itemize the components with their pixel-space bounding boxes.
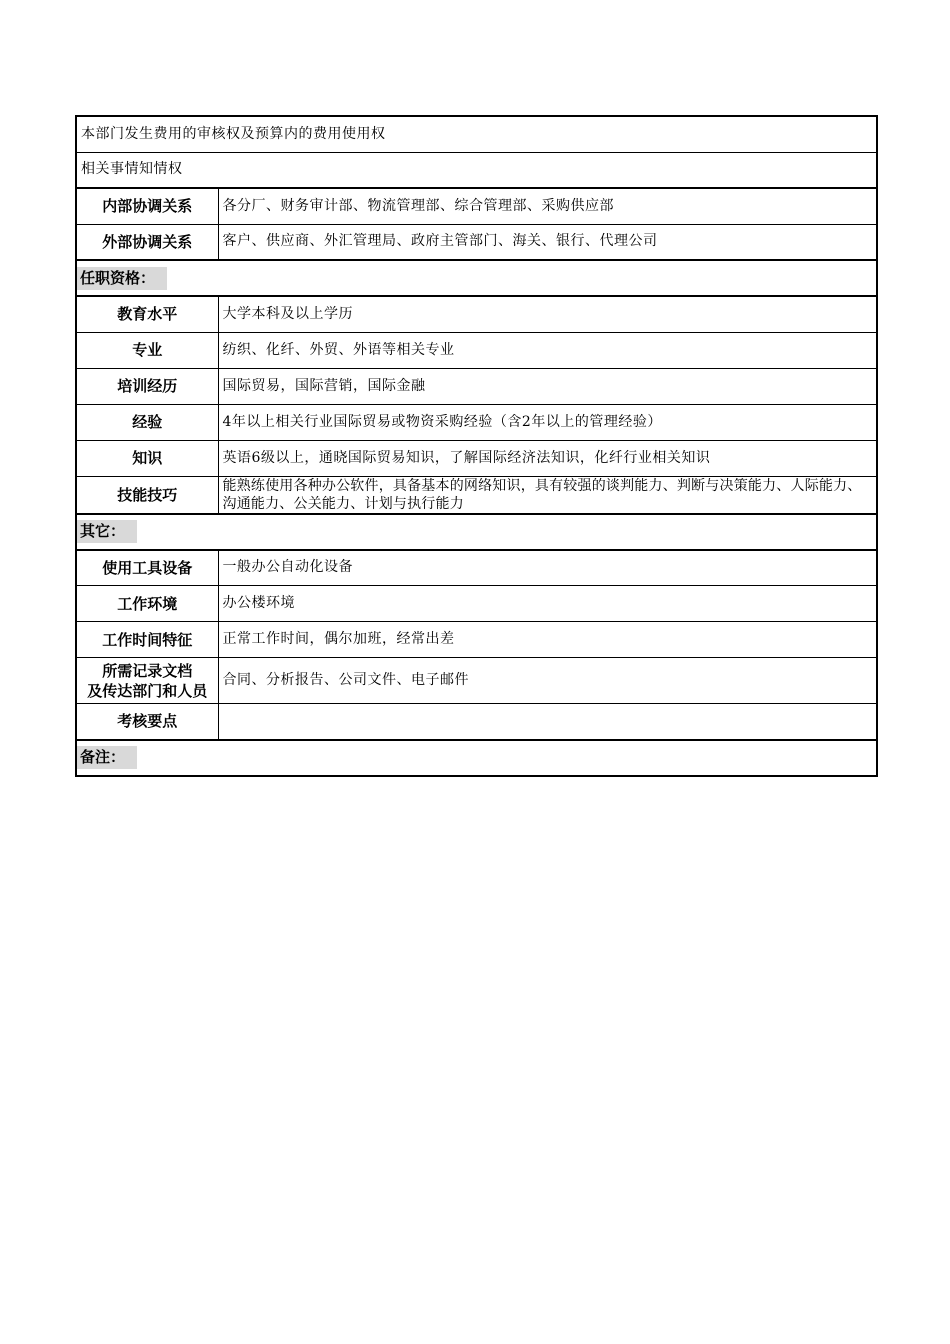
- external-coord-label: 外部协调关系: [76, 224, 218, 260]
- experience-value: 4年以上相关行业国际贸易或物资采购经验（含2年以上的管理经验）: [218, 404, 877, 440]
- tools-label: 使用工具设备: [76, 550, 218, 586]
- environment-row: [76, 586, 877, 622]
- skills-value: 能熟练使用各种办公软件，具备基本的网络知识，具有较强的谈判能力、判断与决策能力、人际能力、沟通能力、公关能力、计划与执行能力: [218, 476, 877, 514]
- job-description-table: [75, 115, 878, 777]
- assessment-row: [76, 704, 877, 740]
- external-coord-row: [76, 224, 877, 260]
- other-section-title: 其它：: [77, 520, 137, 543]
- internal-coord-label: 内部协调关系: [76, 188, 218, 224]
- records-row: [76, 658, 877, 704]
- notes-section: [76, 740, 877, 776]
- work-time-value: 正常工作时间，偶尔加班，经常出差: [218, 622, 877, 658]
- assessment-label: 考核要点: [76, 704, 218, 740]
- internal-coord-value: 各分厂、财务审计部、物流管理部、综合管理部、采购供应部: [218, 188, 877, 224]
- education-label: 教育水平: [76, 296, 218, 332]
- environment-value: 办公楼环境: [218, 586, 877, 622]
- major-value: 纺织、化纤、外贸、外语等相关专业: [218, 332, 877, 368]
- skills-row: [76, 476, 877, 514]
- work-time-label: 工作时间特征: [76, 622, 218, 658]
- records-value: 合同、分析报告、公司文件、电子邮件: [218, 658, 877, 704]
- assessment-value: [218, 704, 877, 740]
- external-coord-value: 客户、供应商、外汇管理局、政府主管部门、海关、银行、代理公司: [218, 224, 877, 260]
- qualifications-section-row: [76, 260, 877, 296]
- qualifications-section-title: 任职资格：: [77, 267, 167, 290]
- knowledge-value: 英语6级以上，通晓国际贸易知识，了解国际经济法知识，化纤行业相关知识: [218, 440, 877, 476]
- major-label: 专业: [76, 332, 218, 368]
- records-label-line2: 及传达部门和人员: [87, 681, 208, 700]
- other-section-row: [76, 514, 877, 550]
- experience-row: [76, 404, 877, 440]
- tools-row: [76, 550, 877, 586]
- tools-value: 一般办公自动化设备: [218, 550, 877, 586]
- authority-budget-row: [76, 116, 877, 152]
- records-label: [76, 658, 218, 704]
- authority-info-text: 相关事情知情权: [76, 152, 877, 188]
- skills-label: 技能技巧: [76, 476, 218, 514]
- notes-section-row: [76, 740, 877, 776]
- work-time-row: [76, 622, 877, 658]
- education-value: 大学本科及以上学历: [218, 296, 877, 332]
- major-row: [76, 332, 877, 368]
- education-row: [76, 296, 877, 332]
- experience-label: 经验: [76, 404, 218, 440]
- notes-section-title: 备注：: [77, 746, 137, 769]
- knowledge-row: [76, 440, 877, 476]
- other-section: [76, 514, 877, 550]
- internal-coord-row: [76, 188, 877, 224]
- knowledge-label: 知识: [76, 440, 218, 476]
- authority-budget-text: 本部门发生费用的审核权及预算内的费用使用权: [76, 116, 877, 152]
- training-value: 国际贸易，国际营销，国际金融: [218, 368, 877, 404]
- environment-label: 工作环境: [76, 586, 218, 622]
- records-label-line1: 所需记录文档: [102, 661, 193, 680]
- qualifications-section: [76, 260, 877, 296]
- authority-info-row: [76, 152, 877, 188]
- training-row: [76, 368, 877, 404]
- training-label: 培训经历: [76, 368, 218, 404]
